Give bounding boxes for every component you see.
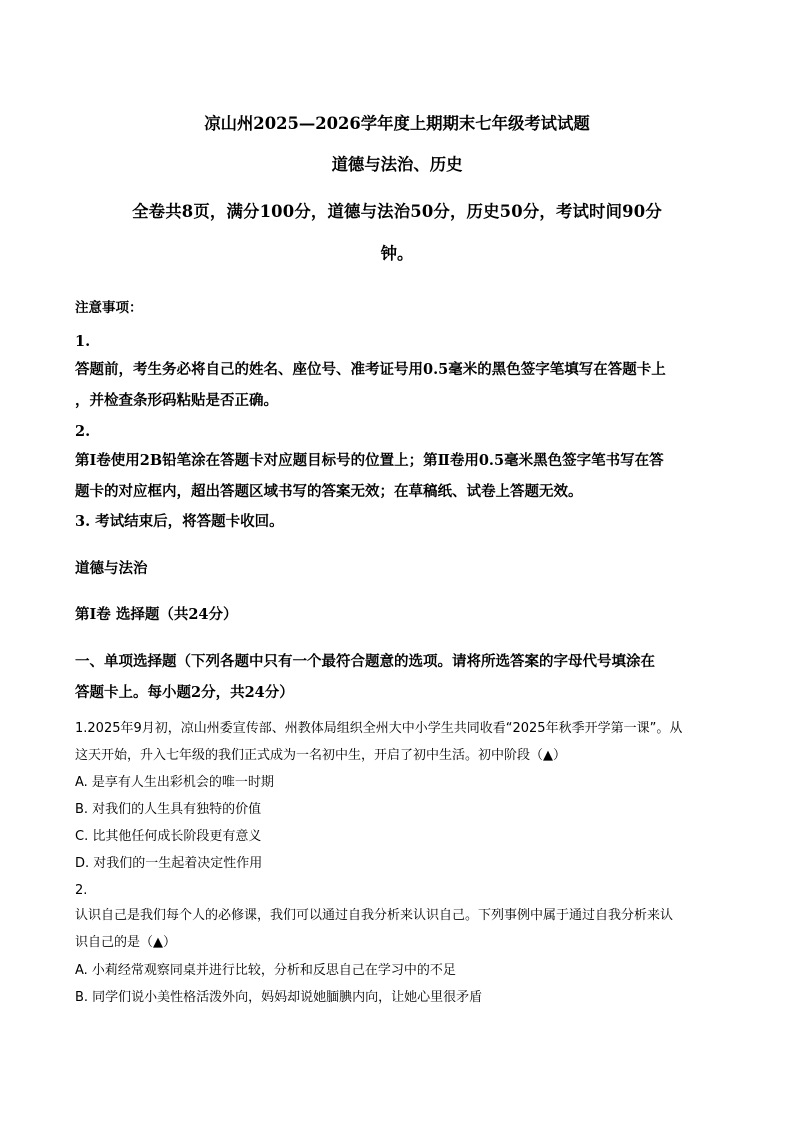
- exam-title: 凉山州2025—2026学年度上期期末七年级考试试题: [204, 114, 590, 133]
- question-type-line-1: 一、单项选择题（下列各题中只有一个最符合题意的选项。请将所选答案的字母代号填涂在: [75, 653, 655, 670]
- notice-item-1-line-2: ，并检查条形码粘贴是否正确。: [75, 392, 278, 409]
- question-1-line-2: 这天开始，升入七年级的我们正式成为一名初中生，开启了初中生活。初中阶段（▲）: [75, 748, 566, 763]
- question-2-option-a: A. 小莉经常观察同桌并进行比较，分析和反思自己在学习中的不足: [75, 963, 456, 978]
- question-1-option-a: A. 是享有人生出彩机会的唯一时期: [75, 775, 274, 790]
- subject-heading: 道德与法治: [75, 560, 148, 577]
- notice-item-1-number: 1.: [75, 333, 91, 350]
- exam-subject: 道德与法治、历史: [331, 155, 463, 174]
- question-1-option-d: D. 对我们的一生起着决定性作用: [75, 856, 263, 871]
- notice-heading: 注意事项：: [75, 300, 143, 316]
- part-heading: 第Ⅰ卷 选择题（共24分）: [75, 606, 238, 623]
- question-2-line-2: 识自己的是（▲）: [75, 935, 176, 950]
- notice-item-1-line-1: 答题前，考生务必将自己的姓名、座位号、准考证号用0.5毫米的黑色签字笔填写在答题卡上: [75, 361, 666, 378]
- question-type-line-2: 答题卡上。每小题2分，共24分）: [75, 684, 294, 701]
- question-1-option-b: B. 对我们的人生具有独特的价值: [75, 802, 262, 817]
- question-1-option-c: C. 比其他任何成长阶段更有意义: [75, 829, 262, 844]
- question-2-line-1: 认识自己是我们每个人的必修课，我们可以通过自我分析来认识自己。下列事例中属于通过自我分析来认: [75, 908, 674, 923]
- notice-item-2-line-1: 第Ⅰ卷使用2B铅笔涂在答题卡对应题目标号的位置上；第Ⅱ卷用0.5毫米黑色签字笔书写在答: [75, 452, 664, 469]
- question-1-line-1: 1.2025年9月初，凉山州委宣传部、州教体局组织全州大中小学生共同收看“2025年秋季开学第一课”。从: [75, 721, 683, 736]
- question-2-number: 2.: [75, 883, 88, 898]
- notice-item-2-line-2: 题卡的对应框内，超出答题区域书写的答案无效；在草稿纸、试卷上答题无效。: [75, 483, 583, 500]
- exam-info-line-1: 全卷共8页，满分100分，道德与法治50分，历史50分，考试时间90分: [132, 202, 662, 221]
- notice-item-3: 3. 考试结束后，将答题卡收回。: [75, 513, 284, 530]
- notice-item-2-number: 2.: [75, 423, 91, 440]
- exam-info-line-2: 钟。: [380, 244, 414, 263]
- question-2-option-b: B. 同学们说小美性格活泼外向，妈妈却说她腼腆内向，让她心里很矛盾: [75, 990, 483, 1005]
